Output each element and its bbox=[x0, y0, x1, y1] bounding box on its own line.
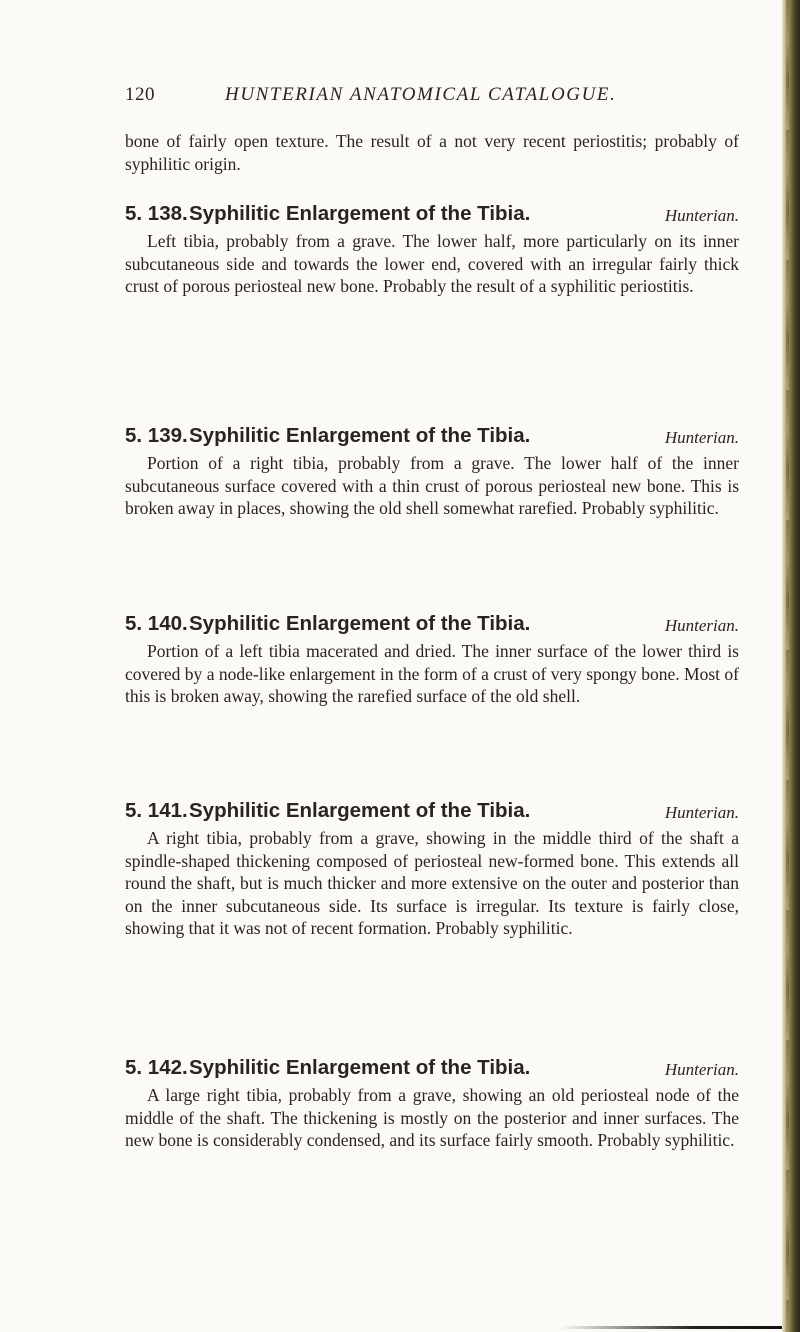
continuation-text: bone of fairly open texture. The result of a not very recent periostitis; probably of syphilitic origin. bbox=[125, 131, 739, 174]
book-binding-edge bbox=[782, 0, 800, 1332]
entry-title: Syphilitic Enlargement of the Tibia. bbox=[189, 202, 531, 225]
entry-heading bbox=[125, 1054, 739, 1084]
continuation-paragraph bbox=[125, 130, 739, 175]
entry-description: A large right tibia, probably from a grave, showing an old periosteal node of the middle of the shaft. The thickening is mostly on the posterior and inner surfaces. The new bone is considerably condensed, and its surface fairly smooth. Probably syphilitic. bbox=[125, 1085, 739, 1151]
page-number: 120 bbox=[125, 84, 155, 105]
entry-source: Hunterian. bbox=[664, 206, 739, 225]
running-head bbox=[125, 84, 645, 114]
entry-title: Syphilitic Enlargement of the Tibia. bbox=[189, 799, 531, 822]
entry-heading bbox=[125, 422, 739, 452]
bottom-rule bbox=[560, 1326, 782, 1329]
entry-description: Portion of a left tibia macerated and dried. The inner surface of the lower third is covered by a node-like enlargement in the form of a crust of very spongy bone. Most of this is broken away, showing the rarefied surface of the old shell. bbox=[125, 641, 739, 707]
entry-number: 5. 141. bbox=[125, 799, 188, 822]
entry-source: Hunterian. bbox=[664, 803, 739, 822]
catalogue-entry-5-141 bbox=[125, 797, 739, 940]
entry-number: 5. 138. bbox=[125, 202, 188, 225]
entry-source: Hunterian. bbox=[664, 428, 739, 447]
entry-heading bbox=[125, 610, 739, 640]
entry-source: Hunterian. bbox=[664, 1060, 739, 1079]
entry-heading bbox=[125, 797, 739, 827]
entry-number: 5. 142. bbox=[125, 1056, 188, 1079]
entry-number: 5. 140. bbox=[125, 612, 188, 635]
entry-number: 5. 139. bbox=[125, 424, 188, 447]
entry-title: Syphilitic Enlargement of the Tibia. bbox=[189, 612, 531, 635]
entry-description: Portion of a right tibia, probably from a grave. The lower half of the inner subcutaneous surface covered with a thin crust of porous periosteal new bone. This is broken away in places, showing the old shell somewhat rarefied. Probably syphilitic. bbox=[125, 453, 739, 519]
entry-title: Syphilitic Enlargement of the Tibia. bbox=[189, 424, 531, 447]
entry-description: Left tibia, probably from a grave. The lower half, more particularly on its inner subcutaneous side and towards the lower end, covered with an irregular fairly thick crust of porous periosteal new bone. Probably the result of a syphilitic periostitis. bbox=[125, 231, 739, 297]
catalogue-entry-5-139 bbox=[125, 422, 739, 520]
entry-source: Hunterian. bbox=[664, 616, 739, 635]
catalogue-entry-5-138 bbox=[125, 200, 739, 298]
catalogue-entry-5-140 bbox=[125, 610, 739, 708]
running-title: HUNTERIAN ANATOMICAL CATALOGUE. bbox=[225, 84, 617, 105]
catalogue-entry-5-142 bbox=[125, 1054, 739, 1152]
entry-description: A right tibia, probably from a grave, showing in the middle third of the shaft a spindle-shaped thickening composed of periosteal new-formed bone. This extends all round the shaft, but is much thicker and more extensive on the outer and posterior than on the inner subcutaneous side. Its surface is irregular. Its texture is fairly close, showing that it was not of recent formation. Probably syphilitic. bbox=[125, 828, 739, 939]
entry-heading bbox=[125, 200, 739, 230]
entry-title: Syphilitic Enlargement of the Tibia. bbox=[189, 1056, 531, 1079]
